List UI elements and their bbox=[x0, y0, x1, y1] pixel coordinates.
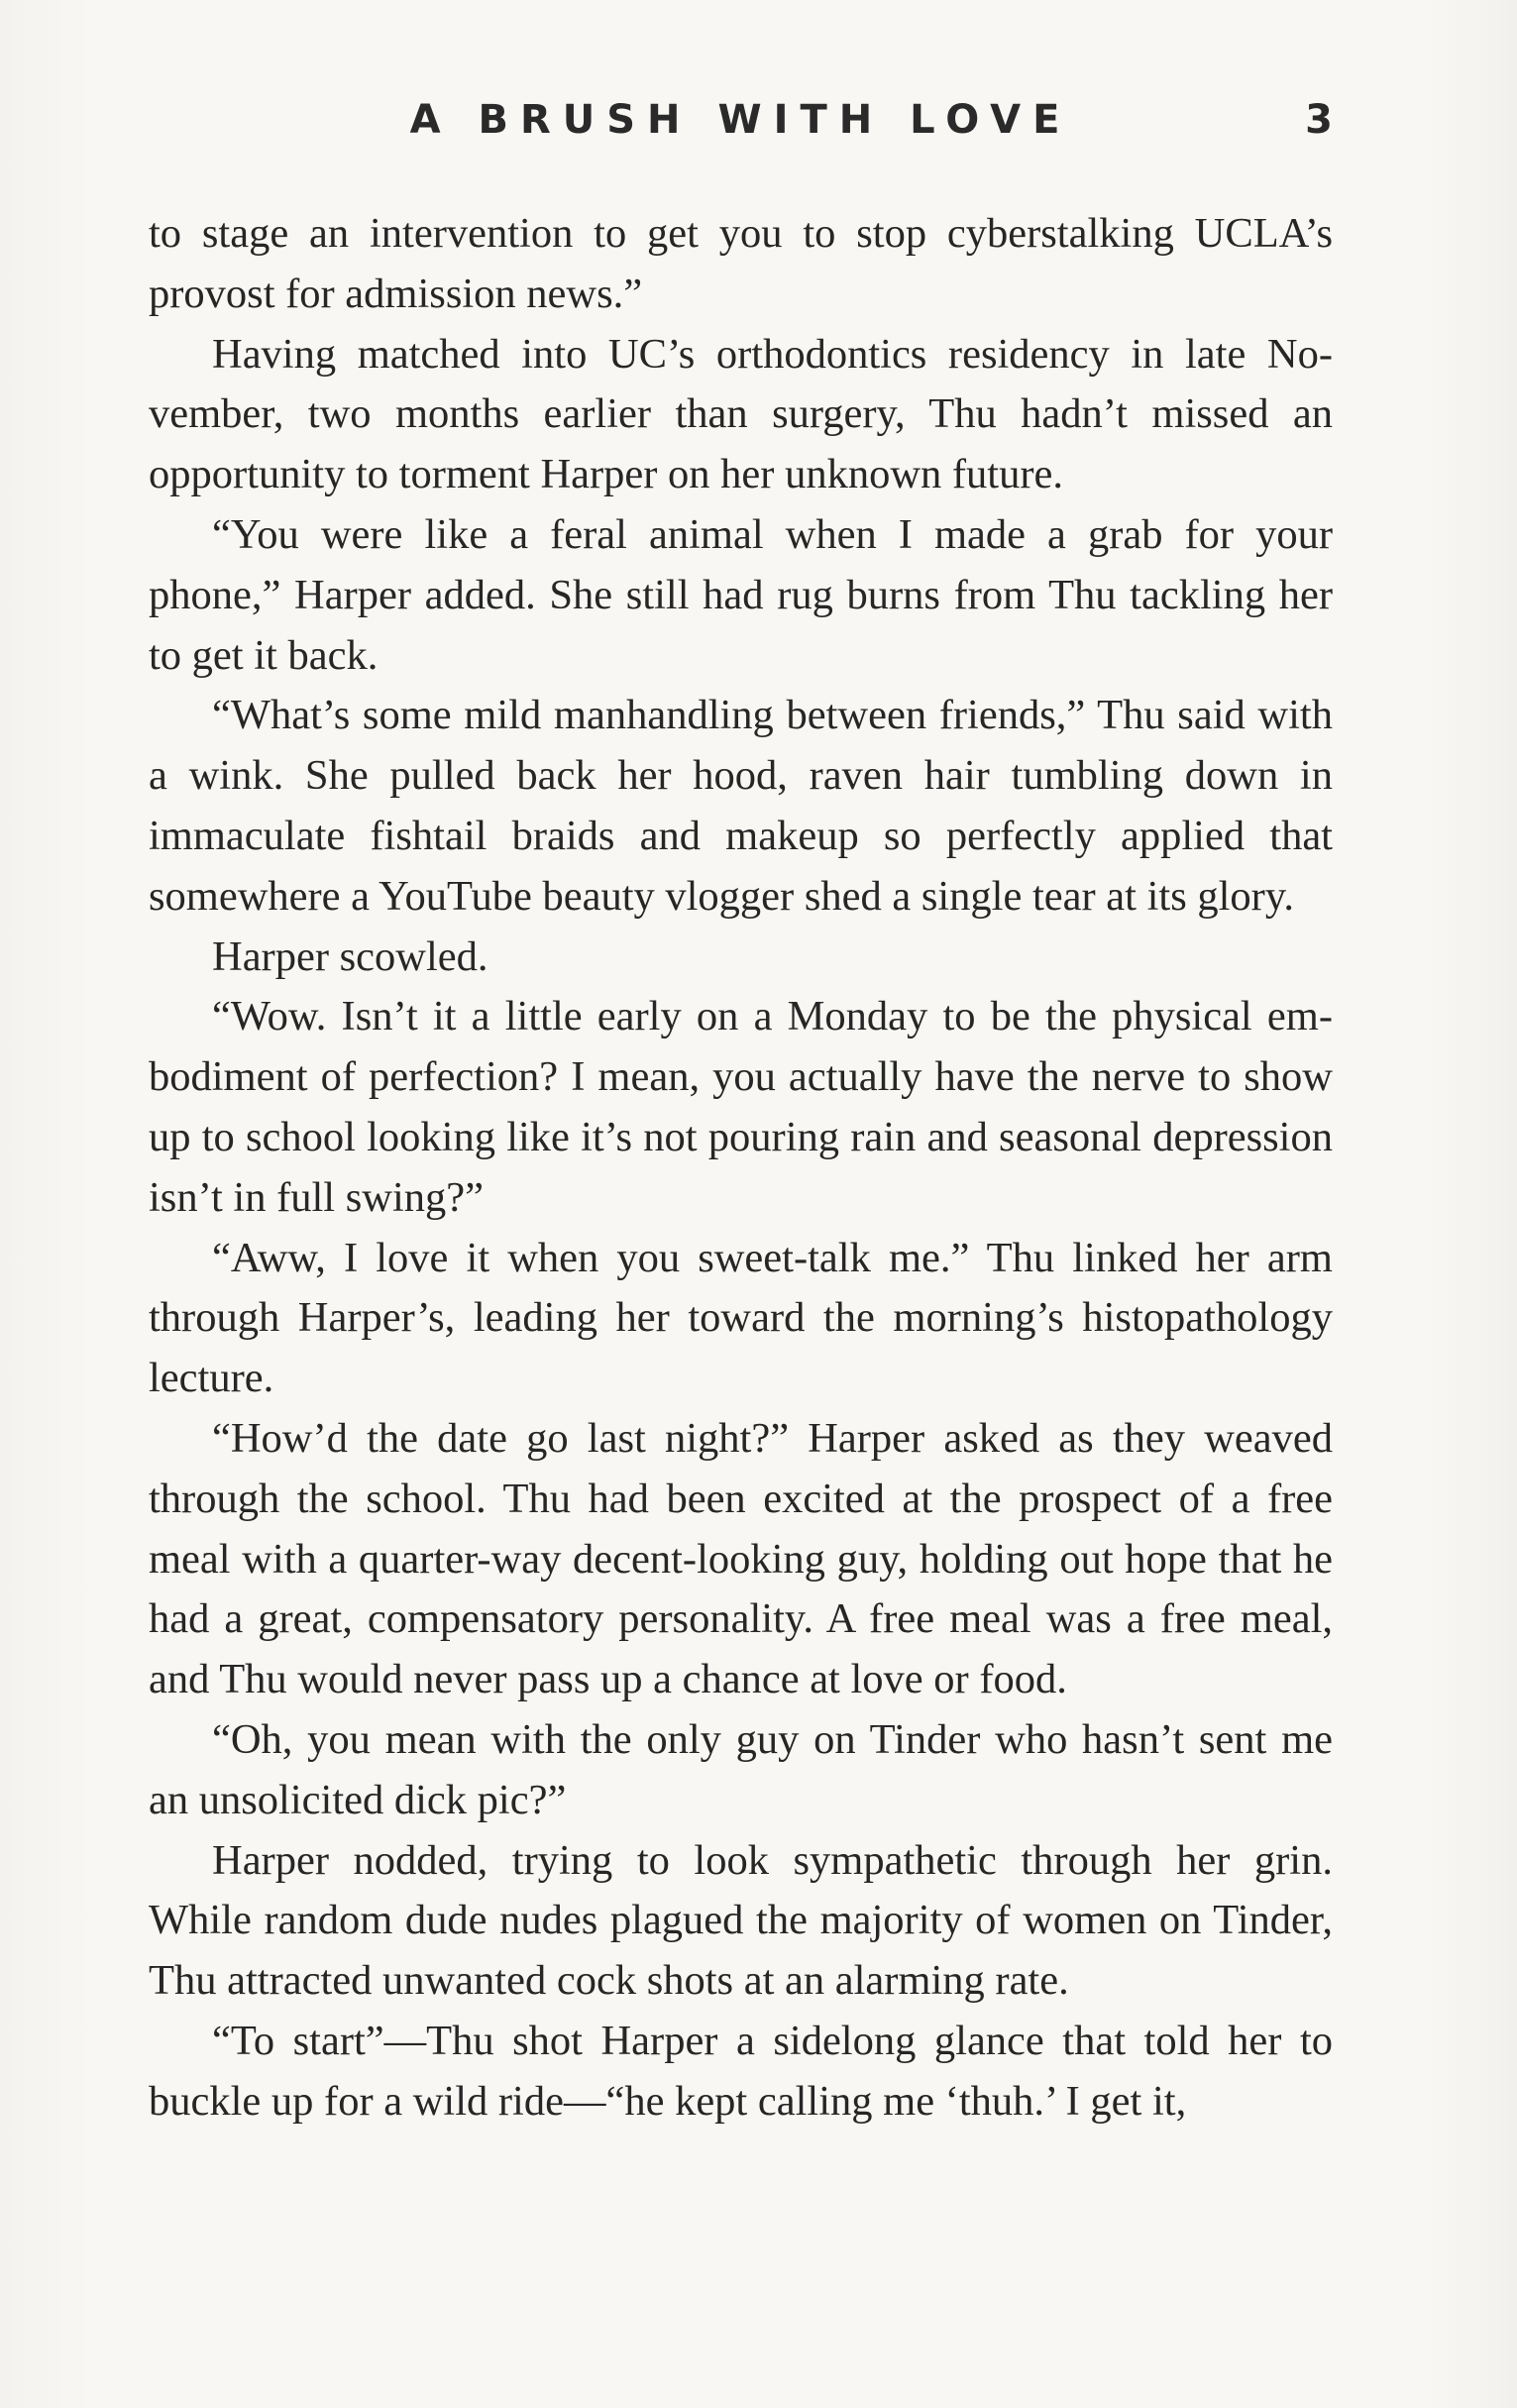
paragraph: Harper scowled. bbox=[212, 932, 488, 980]
paragraph: Having matched into UC’s orthodontics residency in late November, two months earlier than surgery, Thu hadn’t missed an opportunity to torment Harper on her unknown future. bbox=[149, 330, 1333, 498]
paragraph: “To start”—Thu shot Harper a sidelong glance that told her to buckle up for a wild ride—“he kept calling me ‘thuh.’ I get it, bbox=[149, 2017, 1333, 2125]
paragraph: “Wow. Isn’t it a little early on a Monday to be the physical embodiment of perfection? I mean, you actually have the nerve to show up to school looking like it’s not pouring rain and seasonal depression isn’t in full swing?” bbox=[149, 993, 1333, 1221]
paragraph: “What’s some mild manhandling between friends,” Thu said with a wink. She pulled back her hood, raven hair tumbling down in immaculate fishtail braids and makeup so perfectly applied that somewhere a YouTube beauty vlogger shed a single tear at its glory. bbox=[149, 692, 1333, 920]
paragraph: “Aww, I love it when you sweet-talk me.” Thu linked her arm through Harper’s, leading her toward the morning’s histopathology lecture. bbox=[149, 1234, 1333, 1402]
page-header bbox=[149, 97, 1333, 157]
running-title: A BRUSH WITH LOVE bbox=[409, 97, 1072, 143]
paragraph: “Oh, you mean with the only guy on Tinder who hasn’t sent me an unsolicited dick pic?” bbox=[149, 1715, 1333, 1823]
paragraph: Harper nodded, trying to look sympathetic through her grin. While random dude nudes plagued the majority of women on Tinder, Thu attracted unwanted cock shots at an alarming rate. bbox=[149, 1836, 1333, 2005]
body-text bbox=[149, 204, 1333, 2133]
paragraph: “How’d the date go last night?” Harper asked as they weaved through the school. Thu had been excited at the prospect of a free meal with a quarter-way decent-looking guy, holding out hope that he had a great, compensatory personality. A free meal was a free meal, and Thu would never pass up a chance at love or food. bbox=[149, 1414, 1333, 1703]
paragraph: “You were like a feral animal when I made a grab for your phone,” Harper added. She still had rug burns from Thu tackling her to get it back. bbox=[149, 510, 1333, 679]
page-number: 3 bbox=[1305, 97, 1333, 143]
paragraph-continuation: to stage an intervention to get you to stop cyberstalking UCLA’s provost for admission news.” bbox=[149, 210, 1333, 317]
